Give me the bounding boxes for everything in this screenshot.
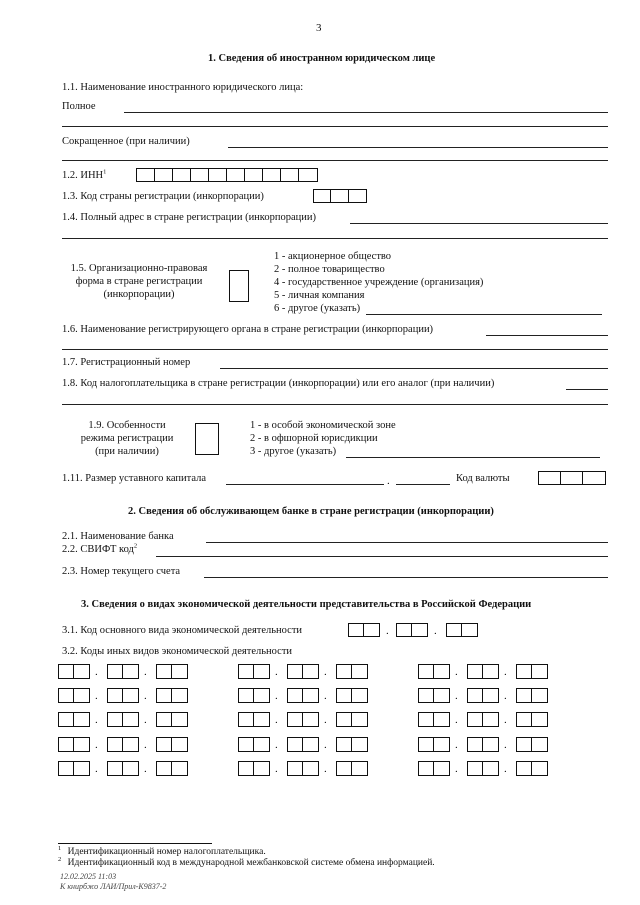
- legal-form-label-line: 1.5. Организационно-правовая: [70, 263, 208, 274]
- full-name-line-2[interactable]: [62, 126, 608, 127]
- other-activity-code-cells[interactable]: [107, 712, 139, 727]
- other-activity-code-cells[interactable]: [238, 737, 270, 752]
- other-activity-code-cells[interactable]: [156, 761, 188, 776]
- main-activity-dot: .: [434, 625, 437, 637]
- code-separator-dot: .: [275, 714, 278, 726]
- other-activity-code-cells[interactable]: [336, 712, 368, 727]
- regime-option: 1 - в особой экономической зоне: [250, 420, 396, 431]
- address-label: 1.4. Полный адрес в стране регистрации (инкорпорации): [62, 212, 317, 223]
- short-name-line-2[interactable]: [62, 160, 608, 161]
- footnote-text: Идентификационный код в международной межбанковской системе обмена информацией.: [67, 858, 435, 868]
- code-separator-dot: .: [455, 714, 458, 726]
- legal-form-code-box[interactable]: [229, 270, 249, 302]
- inn-cells[interactable]: [136, 168, 318, 182]
- code-separator-dot: .: [324, 763, 327, 775]
- inn-label: [62, 170, 106, 181]
- stamp-line-2: К книрбжо ЛАИ/Прил-К9837-2: [60, 882, 167, 891]
- other-activity-code-cells[interactable]: [418, 712, 450, 727]
- code-separator-dot: .: [144, 690, 147, 702]
- footnote-1: [58, 844, 435, 858]
- other-activity-code-cells[interactable]: [238, 712, 270, 727]
- code-separator-dot: .: [95, 690, 98, 702]
- other-activity-code-cells[interactable]: [467, 761, 499, 776]
- code-separator-dot: .: [455, 739, 458, 751]
- registration-number-label: 1.7. Регистрационный номер: [62, 357, 191, 368]
- other-activity-code-cells[interactable]: [516, 712, 548, 727]
- code-separator-dot: .: [324, 739, 327, 751]
- swift-label-text: 2.2. СВИФТ код: [62, 544, 134, 555]
- legal-form-option: 2 - полное товарищество: [274, 264, 385, 275]
- swift-footnote-mark: 2: [133, 542, 138, 550]
- code-separator-dot: .: [455, 666, 458, 678]
- code-separator-dot: .: [275, 739, 278, 751]
- currency-code-label: Код валюты: [456, 473, 510, 484]
- tax-code-label: 1.8. Код налогоплательщика в стране регистрации (инкорпорации) или его аналог (при наличии): [62, 378, 495, 389]
- other-activities-label: 3.2. Коды иных видов экономической деятельности: [62, 646, 293, 657]
- other-activity-code-cells[interactable]: [107, 688, 139, 703]
- other-activity-code-cells[interactable]: [467, 688, 499, 703]
- footnotes: [58, 844, 435, 869]
- code-separator-dot: .: [504, 763, 507, 775]
- code-separator-dot: .: [95, 763, 98, 775]
- capital-decimal-point: .: [387, 475, 390, 487]
- other-activity-code-cells[interactable]: [238, 688, 270, 703]
- other-activity-code-cells[interactable]: [156, 737, 188, 752]
- field-1-1-label: 1.1. Наименование иностранного юридического лица:: [62, 82, 304, 93]
- code-separator-dot: .: [144, 666, 147, 678]
- capital-fraction-line[interactable]: [396, 484, 450, 485]
- other-activity-code-cells[interactable]: [287, 737, 319, 752]
- capital-label: 1.11. Размер уставного капитала: [62, 473, 207, 484]
- code-separator-dot: .: [324, 690, 327, 702]
- tax-code-line-1[interactable]: [566, 389, 608, 390]
- other-activity-code-cells[interactable]: [156, 664, 188, 679]
- other-activity-code-cells[interactable]: [58, 712, 90, 727]
- other-activity-code-cells[interactable]: [418, 761, 450, 776]
- legal-form-label-line: форма в стране регистрации: [75, 276, 203, 287]
- stamp-line-1: 12.02.2025 11:03: [60, 872, 117, 881]
- other-activity-code-cells[interactable]: [336, 664, 368, 679]
- short-name-line-1[interactable]: [228, 147, 608, 148]
- code-separator-dot: .: [504, 690, 507, 702]
- code-separator-dot: .: [144, 714, 147, 726]
- short-name-label: Сокращенное (при наличии): [62, 136, 190, 147]
- registering-authority-line-1[interactable]: [486, 335, 608, 336]
- legal-form-label: [56, 262, 222, 301]
- main-activity-code-cells-1[interactable]: [348, 623, 380, 637]
- other-activity-code-cells[interactable]: [58, 737, 90, 752]
- other-activity-code-cells[interactable]: [287, 688, 319, 703]
- legal-form-option: 5 - личная компания: [274, 290, 365, 301]
- regime-label-line: 1.9. Особенности: [88, 420, 166, 431]
- swift-label: [62, 544, 137, 555]
- code-separator-dot: .: [144, 739, 147, 751]
- footnote-mark: 1: [58, 844, 62, 852]
- registering-authority-label: 1.6. Наименование регистрирующего органа в стране регистрации (инкорпорации): [62, 324, 434, 335]
- code-separator-dot: .: [275, 666, 278, 678]
- code-separator-dot: .: [504, 739, 507, 751]
- footnote-2: [58, 855, 435, 869]
- regime-other-line[interactable]: [346, 457, 600, 458]
- swift-line[interactable]: [156, 556, 608, 557]
- inn-footnote-mark: 1: [103, 168, 107, 176]
- legal-form-other-line[interactable]: [366, 314, 602, 315]
- other-activity-code-cells[interactable]: [467, 712, 499, 727]
- tax-code-line-2[interactable]: [62, 404, 608, 405]
- other-activity-code-cells[interactable]: [336, 737, 368, 752]
- other-activity-code-cells[interactable]: [418, 688, 450, 703]
- other-activity-code-cells[interactable]: [516, 664, 548, 679]
- address-line-1[interactable]: [350, 223, 608, 224]
- capital-integer-line[interactable]: [226, 484, 384, 485]
- other-activity-code-cells[interactable]: [418, 664, 450, 679]
- registration-number-line[interactable]: [220, 368, 608, 369]
- footnote-separator: [58, 843, 212, 844]
- inn-label-text: 1.2. ИНН: [62, 170, 104, 181]
- code-separator-dot: .: [95, 739, 98, 751]
- country-code-label: 1.3. Код страны регистрации (инкорпорации): [62, 191, 264, 202]
- other-activity-code-cells[interactable]: [467, 737, 499, 752]
- full-name-label: Полное: [62, 101, 96, 112]
- code-separator-dot: .: [455, 763, 458, 775]
- account-number-line[interactable]: [204, 577, 608, 578]
- page-number: 3: [316, 22, 322, 34]
- main-activity-code-cells-3[interactable]: [446, 623, 478, 637]
- account-number-label: 2.3. Номер текущего счета: [62, 566, 181, 577]
- footnote-text: Идентификационный номер налогоплательщика.: [67, 847, 266, 857]
- code-separator-dot: .: [455, 690, 458, 702]
- code-separator-dot: .: [144, 763, 147, 775]
- main-activity-dot: .: [386, 625, 389, 637]
- other-activity-code-cells[interactable]: [467, 664, 499, 679]
- other-activity-code-cells[interactable]: [156, 712, 188, 727]
- main-activity-code-cells-2[interactable]: [396, 623, 428, 637]
- legal-form-label-line: (инкорпорации): [103, 289, 175, 300]
- regime-option: 3 - другое (указать): [250, 446, 337, 457]
- legal-form-option: 4 - государственное учреждение (организация): [274, 277, 484, 288]
- other-activity-code-cells[interactable]: [516, 737, 548, 752]
- regime-option: 2 - в офшорной юрисдикции: [250, 433, 378, 444]
- other-activity-code-cells[interactable]: [107, 761, 139, 776]
- other-activity-code-cells[interactable]: [238, 664, 270, 679]
- other-activity-code-cells[interactable]: [287, 761, 319, 776]
- other-activity-code-cells[interactable]: [336, 761, 368, 776]
- legal-form-option: 6 - другое (указать): [274, 303, 361, 314]
- address-line-2[interactable]: [62, 238, 608, 239]
- section-2-title: 2. Сведения об обслуживающем банке в стране регистрации (инкорпорации): [128, 506, 494, 517]
- code-separator-dot: .: [324, 666, 327, 678]
- regime-code-box[interactable]: [195, 423, 219, 455]
- code-separator-dot: .: [275, 763, 278, 775]
- section-3-title: 3. Сведения о видах экономической деятельности представительства в Российской Федерации: [81, 599, 532, 610]
- code-separator-dot: .: [504, 714, 507, 726]
- regime-options: [250, 419, 396, 458]
- legal-form-option: 1 - акционерное общество: [274, 251, 392, 262]
- code-separator-dot: .: [95, 714, 98, 726]
- legal-form-options: [274, 250, 483, 315]
- other-activity-code-cells[interactable]: [107, 664, 139, 679]
- regime-label: [62, 419, 192, 458]
- other-activity-code-cells[interactable]: [287, 664, 319, 679]
- bank-name-label: 2.1. Наименование банка: [62, 531, 174, 542]
- other-activity-code-cells[interactable]: [516, 688, 548, 703]
- code-separator-dot: .: [504, 666, 507, 678]
- other-activity-code-cells[interactable]: [516, 761, 548, 776]
- other-activity-code-cells[interactable]: [107, 737, 139, 752]
- code-separator-dot: .: [324, 714, 327, 726]
- bank-name-line[interactable]: [206, 542, 608, 543]
- other-activity-code-cells[interactable]: [336, 688, 368, 703]
- other-activity-code-cells[interactable]: [418, 737, 450, 752]
- other-activity-code-cells[interactable]: [58, 664, 90, 679]
- full-name-line-1[interactable]: [124, 112, 608, 113]
- country-code-cells[interactable]: [313, 189, 367, 203]
- regime-label-line: режима регистрации: [80, 433, 174, 444]
- code-separator-dot: .: [275, 690, 278, 702]
- code-separator-dot: .: [95, 666, 98, 678]
- other-activity-code-cells[interactable]: [238, 761, 270, 776]
- footnote-mark: 2: [58, 855, 62, 863]
- other-activity-code-cells[interactable]: [58, 688, 90, 703]
- currency-code-cells[interactable]: [538, 471, 606, 485]
- other-activity-code-cells[interactable]: [287, 712, 319, 727]
- other-activity-code-cells[interactable]: [156, 688, 188, 703]
- section-1-title: 1. Сведения об иностранном юридическом лице: [208, 53, 436, 64]
- other-activity-code-cells[interactable]: [58, 761, 90, 776]
- main-activity-label: 3.1. Код основного вида экономической деятельности: [62, 625, 303, 636]
- registering-authority-line-2[interactable]: [62, 349, 608, 350]
- regime-label-line: (при наличии): [95, 446, 159, 457]
